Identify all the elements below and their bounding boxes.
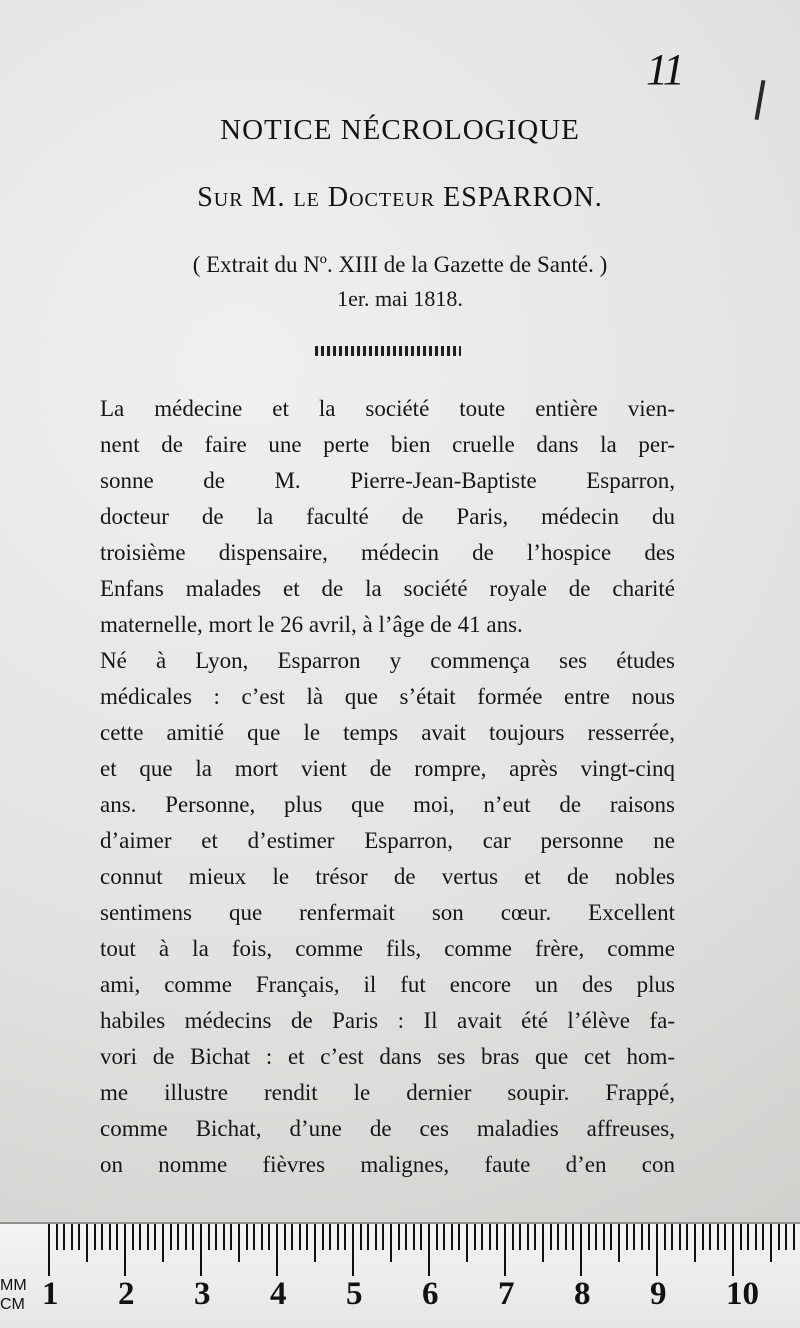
ruler-number-6: 6	[422, 1276, 439, 1312]
ruler-tick	[375, 1224, 377, 1250]
ruler-tick	[793, 1224, 795, 1250]
ruler-number-2: 2	[118, 1276, 135, 1312]
ruler-number-5: 5	[346, 1276, 363, 1312]
body-line-3: sonne de M. Pierre-Jean-Baptiste Esparron,	[100, 468, 675, 493]
ruler-tick	[656, 1224, 658, 1276]
ruler-tick	[709, 1224, 711, 1250]
ruler-tick	[329, 1224, 331, 1250]
ruler-tick	[246, 1224, 248, 1250]
body-line-1: La médecine et la société toute entière vien-	[100, 396, 675, 421]
ruler-tick	[291, 1224, 293, 1250]
body-line-20: me illustre rendit le dernier soupir. Frappé,	[100, 1080, 675, 1105]
ruler-tick	[48, 1224, 50, 1276]
ruler-number-9: 9	[650, 1276, 667, 1312]
ruler-tick	[534, 1224, 536, 1250]
ruler-tick	[618, 1224, 620, 1262]
ruler-tick	[94, 1224, 96, 1250]
ruler-tick	[436, 1224, 438, 1250]
body-line-7: maternelle, mort le 26 avril, à l’âge de 41 ans.	[100, 612, 523, 637]
ruler-tick	[785, 1224, 787, 1250]
ruler-tick	[694, 1224, 696, 1262]
ruler-tick	[413, 1224, 415, 1250]
body-line-2: nent de faire une perte bien cruelle dans la per-	[100, 432, 675, 457]
ruler-tick	[603, 1224, 605, 1250]
ruler-tick	[63, 1224, 65, 1250]
ruler-tick	[116, 1224, 118, 1250]
ruler-tick	[132, 1224, 134, 1250]
ruler-tick	[595, 1224, 597, 1250]
ruler-tick	[664, 1224, 666, 1250]
ruler-tick	[405, 1224, 407, 1250]
ruler-tick	[170, 1224, 172, 1250]
ruler-tick	[550, 1224, 552, 1250]
ruler-tick	[109, 1224, 111, 1250]
ruler-tick	[215, 1224, 217, 1250]
body-line-11: et que la mort vient de rompre, après vingt-cinq	[100, 756, 675, 781]
ruler-tick	[276, 1224, 278, 1276]
body-line-14: connut mieux le trésor de vertus et de nobles	[100, 864, 675, 889]
ruler-tick	[762, 1224, 764, 1250]
ruler-tick	[299, 1224, 301, 1250]
folio-number: 11	[646, 45, 683, 94]
body-line-8: Né à Lyon, Esparron y commença ses études	[100, 648, 675, 673]
ruler-tick	[352, 1224, 354, 1276]
ruler-tick	[610, 1224, 612, 1250]
ruler-tick	[740, 1224, 742, 1250]
ruler-tick	[124, 1224, 126, 1276]
ruler-tick	[56, 1224, 58, 1250]
ruler-number-8: 8	[574, 1276, 591, 1312]
ruler-tick	[428, 1224, 430, 1276]
ruler-tick	[284, 1224, 286, 1250]
ruler-tick	[314, 1224, 316, 1262]
subtitle-name: ESPARRON.	[443, 182, 603, 213]
ruler-unit-mm: MM	[0, 1277, 27, 1294]
ruler-tick	[238, 1224, 240, 1262]
ruler-tick	[268, 1224, 270, 1250]
ruler-number-1: 1	[42, 1276, 59, 1312]
ruler-tick	[474, 1224, 476, 1250]
ruler-tick	[162, 1224, 164, 1262]
ruler-tick	[542, 1224, 544, 1262]
ruler-tick	[71, 1224, 73, 1250]
ruler-tick	[755, 1224, 757, 1250]
body-line-13: d’aimer et d’estimer Esparron, car personne ne	[100, 828, 675, 853]
ruler-tick	[458, 1224, 460, 1250]
ruler-tick	[147, 1224, 149, 1250]
ruler-tick	[770, 1224, 772, 1262]
ruler-tick	[322, 1224, 324, 1250]
subtitle-prefix: Sur M. le Docteur	[197, 182, 436, 213]
ruler-tick	[679, 1224, 681, 1250]
ruler-tick	[253, 1224, 255, 1250]
ruler-tick	[702, 1224, 704, 1250]
ruler-tick	[443, 1224, 445, 1250]
ruler-tick	[86, 1224, 88, 1262]
ruler-tick	[154, 1224, 156, 1250]
ruler-tick	[747, 1224, 749, 1250]
body-line-5: troisième dispensaire, médecin de l’hospice des	[100, 540, 675, 565]
ruler-tick	[778, 1224, 780, 1250]
title: NOTICE NÉCROLOGIQUE	[220, 114, 580, 146]
ruler-tick	[78, 1224, 80, 1250]
ruler-tick	[344, 1224, 346, 1250]
ruler-tick	[223, 1224, 225, 1250]
ruler-tick	[398, 1224, 400, 1250]
ruler-tick	[177, 1224, 179, 1250]
body-line-9: médicales : c’est là que s’était formée entre nous	[100, 684, 675, 709]
body-line-16: tout à la fois, comme fils, comme frère, comme	[100, 936, 675, 961]
ruler-number-4: 4	[270, 1276, 287, 1312]
ruler-tick	[489, 1224, 491, 1250]
ruler-tick	[360, 1224, 362, 1250]
ruler-tick	[200, 1224, 202, 1276]
ruler-tick	[732, 1224, 734, 1276]
ruler-tick	[101, 1224, 103, 1250]
ruler-tick	[557, 1224, 559, 1250]
body-line-22: on nomme fièvres malignes, faute d’en con	[100, 1152, 675, 1177]
ruler-tick	[519, 1224, 521, 1250]
ruler-tick	[580, 1224, 582, 1276]
date-line: 1er. mai 1818.	[337, 286, 463, 311]
body-line-4: docteur de la faculté de Paris, médecin du	[100, 504, 675, 529]
ruler-unit-cm: CM	[0, 1296, 25, 1313]
ruler-tick	[451, 1224, 453, 1250]
measurement-ruler	[0, 1222, 800, 1328]
body-line-15: sentimens que renfermait son cœur. Excellent	[100, 900, 675, 925]
ruler-tick	[420, 1224, 422, 1250]
ruler-tick	[261, 1224, 263, 1250]
ruler-tick	[565, 1224, 567, 1250]
body-line-18: habiles médecins de Paris : Il avait été l’élève fa-	[100, 1008, 675, 1033]
ruler-tick	[512, 1224, 514, 1250]
ruler-tick	[717, 1224, 719, 1250]
ruler-tick	[504, 1224, 506, 1276]
ruler-tick	[192, 1224, 194, 1250]
body-line-12: ans. Personne, plus que moi, n’eut de raisons	[100, 792, 675, 817]
ruler-tick	[686, 1224, 688, 1250]
ruler-tick	[466, 1224, 468, 1262]
ruler-tick	[390, 1224, 392, 1262]
ruler-tick	[633, 1224, 635, 1250]
margin-mark	[755, 80, 766, 120]
body-line-19: vori de Bichat : et c’est dans ses bras que cet hom-	[100, 1044, 675, 1069]
source-line: ( Extrait du Nº. XIII de la Gazette de Santé. )	[192, 252, 608, 277]
ornamental-rule	[315, 346, 461, 356]
ruler-tick	[496, 1224, 498, 1250]
ruler-tick	[626, 1224, 628, 1250]
ruler-tick	[724, 1224, 726, 1250]
ruler-tick	[306, 1224, 308, 1250]
body-line-10: cette amitié que le temps avait toujours resserrée,	[100, 720, 675, 745]
ruler-tick	[481, 1224, 483, 1250]
ruler-tick	[572, 1224, 574, 1250]
ruler-number-3: 3	[194, 1276, 211, 1312]
ruler-tick	[641, 1224, 643, 1250]
ruler-tick	[382, 1224, 384, 1250]
ruler-tick	[139, 1224, 141, 1250]
ruler-number-10: 10	[726, 1276, 759, 1312]
body-line-6: Enfans malades et de la société royale de charité	[100, 576, 675, 601]
body-line-17: ami, comme Français, il fut encore un des plus	[100, 972, 675, 997]
subtitle	[60, 182, 740, 214]
ruler-tick	[671, 1224, 673, 1250]
ruler-tick	[185, 1224, 187, 1250]
ruler-tick	[208, 1224, 210, 1250]
ruler-tick	[367, 1224, 369, 1250]
ruler-tick	[588, 1224, 590, 1250]
ruler-tick	[648, 1224, 650, 1250]
ruler-tick	[337, 1224, 339, 1250]
ruler-tick	[527, 1224, 529, 1250]
ruler-tick	[230, 1224, 232, 1250]
ruler-number-7: 7	[498, 1276, 515, 1312]
body-line-21: comme Bichat, d’une de ces maladies affreuses,	[100, 1116, 675, 1141]
